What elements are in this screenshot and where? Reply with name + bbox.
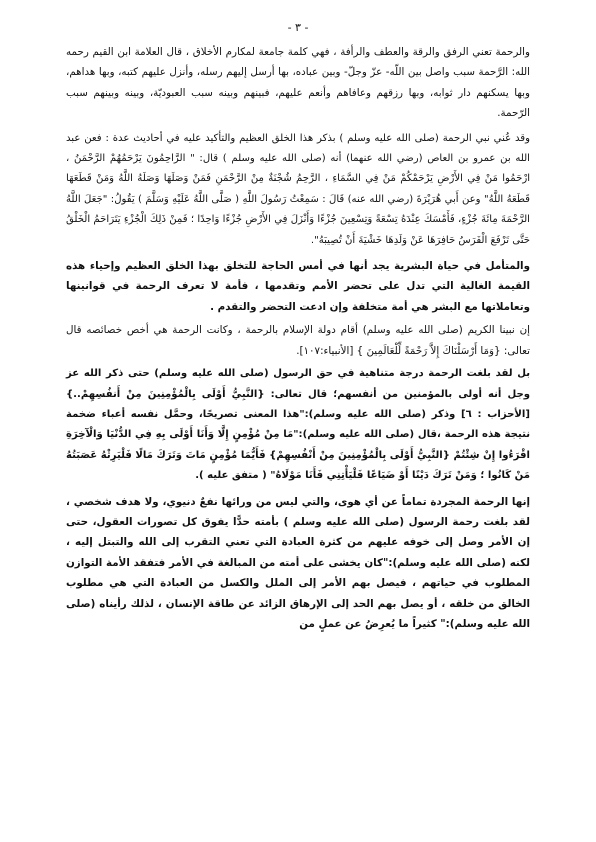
paragraph-pure-mercy: إنها الرحمة المجردة تماماً عن أي هوى، والتي ليس من ورائها نفعٌ دنيوي، ولا هدف شخصي ، لقد بلغت رحمة الرسول (صلى الله عليه وسلم ) بأمته حدًّا يفوق كل تصورات العقول، حتى إن الأمر وصل إلى خوفه عليهم من كثرة العبادة التي تعني التقرب إلى الله والتبتل إليه ، لكنه (صلى الله عليه وسلم):"كان يخشى على أمته من المبالغة في الأمر فتفقد الأمة التوازن المطلوب في حياتهم ، فيصل بهم الأمر إلى الملل والكسل من العبادة التي هي مطلوب الخالق من خلقه ، أو يصل بهم الحد إلى الإرهاق الزائد عن طاقة الإنسان ، لذلك رأيناه (صلى الله عليه وسلم):" كثيراً ما يُعرِضُ عن عملٍ من <box>66 495 530 630</box>
page-number: - ٣ - <box>287 21 309 34</box>
paragraph-prophet-state: إن نبينا الكريم (صلى الله عليه وسلم) أقام دولة الإسلام بالرحمة ، وكانت الرحمة هي أخص خصائصه قال تعالى: {وَمَا أَرْسَلْنَاكَ إِلاَّ رَحْمَةً لِّلْعَالَمِينَ } [الأنبياء:١٠٧]. <box>66 324 530 357</box>
paragraph-humanity-need: والمتأمل في حياة البشرية يجد أنها في أمس الحاجة للتخلق بهذا الخلق العظيم وإحياء هذه القيمة الغالية التي تدل على تحضر الأمم وتقدمها ، فأمة لا تعرف الرحمة في قوانينها وتعاملاتها مع البشر هي أمة متخلفة وإن ادعت التحضر والتقدم . <box>66 260 530 313</box>
paragraph-prophet-closer: بل لقد بلغت الرحمة درجة متناهية في حق الرسول (صلى الله عليه وسلم) حتى ذكر الله عز وجل أنه أولى بالمؤمنين من أنفسهم؛ قال تعالى: {النَّبِيُّ أَوْلَى بِالْمُؤْمِنِينَ مِنْ أَنفُسِهِمْ..}[الأحزاب : ٦] وذكر (صلى الله عليه وسلم):"هذا المعنى تصريحًا، وحمَّل نفسه أعباء ضخمة نتيجة هذه الرحمة ،قال (صلى الله عليه وسلم):"مَا مِنْ مُؤْمِنٍ إِلَّا وَأَنَا أَوْلَى بِهِ فِي الدُّنْيَا وَالْآخِرَةِ اقْرَءُوا إِنْ شِئْتُمْ {النَّبِيُّ أَوْلَى بِالْمُؤْمِنِينَ مِنْ أَنْفُسِهِمْ} فَأَيُّمَا مُؤْمِنٍ مَاتَ وَتَرَكَ مَالًا فَلْيَرِثْهُ عَصَبَتُهُ مَنْ كَانُوا ؛ وَمَنْ تَرَكَ دَيْنًا أَوْ ضَيَاعًا فَلْيَأْتِنِي فَأَنَا مَوْلَاهُ" ( متفق عليه ). <box>66 368 530 482</box>
paragraph-mercy-definition: والرحمة تعني الرفق والرقة والعطف والرأفة ، فهي كلمة جامعة لمكارم الأخلاق ، قال العلامة ابن القيم رحمه الله: الرَّحمة سبب واصل بين اللّه- عزّ وجلّ- وبين عباده، بها أرسل إليهم رسله، وأنزل عليهم كتبه، وبها هداهم، وبها يسكنهم دار ثوابه، وبها رزقهم وعافاهم وأنعم عليهم، فبينهم وبينه سبب العبوديّة، وبينه وبينهم سبب الرّحمة. <box>66 46 530 120</box>
paragraph-hadith-mercy: وقد عُني نبي الرحمة (صلى الله عليه وسلم ) بذكر هذا الخلق العظيم والتأكيد عليه في أحاديث عدة : فعن عبد الله بن عمرو بن العاص (رضي الله عنهما) أنه (صلى الله عليه وسلم ) قال: " الرَّاحِمُونَ يَرْحَمُهُمْ الرَّحْمَنُ ، ارْحَمُوا مَنْ فِي الأَرْضِ يَرْحَمْكُمْ مَنْ فِي السَّمَاءِ ، الرَّحِمُ شُجْنَةٌ مِنْ الرَّحْمَنِ فَمَنْ وَصَلَهَا وَصَلَهُ اللَّهُ وَمَنْ قَطَعَهَا قَطَعَهُ اللَّهُ" وعن أَبي هُرَيْرَةَ (رضي الله عنه) قَالَ : سَمِعْتُ رَسُولَ اللَّهِ ( صَلَّى اللَّهُ عَلَيْهِ وَسَلَّمَ ) يَقُولُ: "جَعَلَ اللَّهُ الرَّحْمَةَ مِائَةَ جُزْءٍ، فَأَمْسَكَ عِنْدَهُ تِسْعَةً وَتِسْعِينَ جُزْءًا وَأَنْزَلَ فِي الأَرْضِ جُزْءًا وَاحِدًا ؛ فَمِنْ ذَلِكَ الْجُزْءِ يَتَرَاحَمُ الْخَلْقُ حَتَّى تَرْفَعَ الْفَرَسُ حَافِرَهَا عَنْ وَلَدِهَا خَشْيَةَ أَنْ تُصِيبَهُ". <box>66 132 530 246</box>
